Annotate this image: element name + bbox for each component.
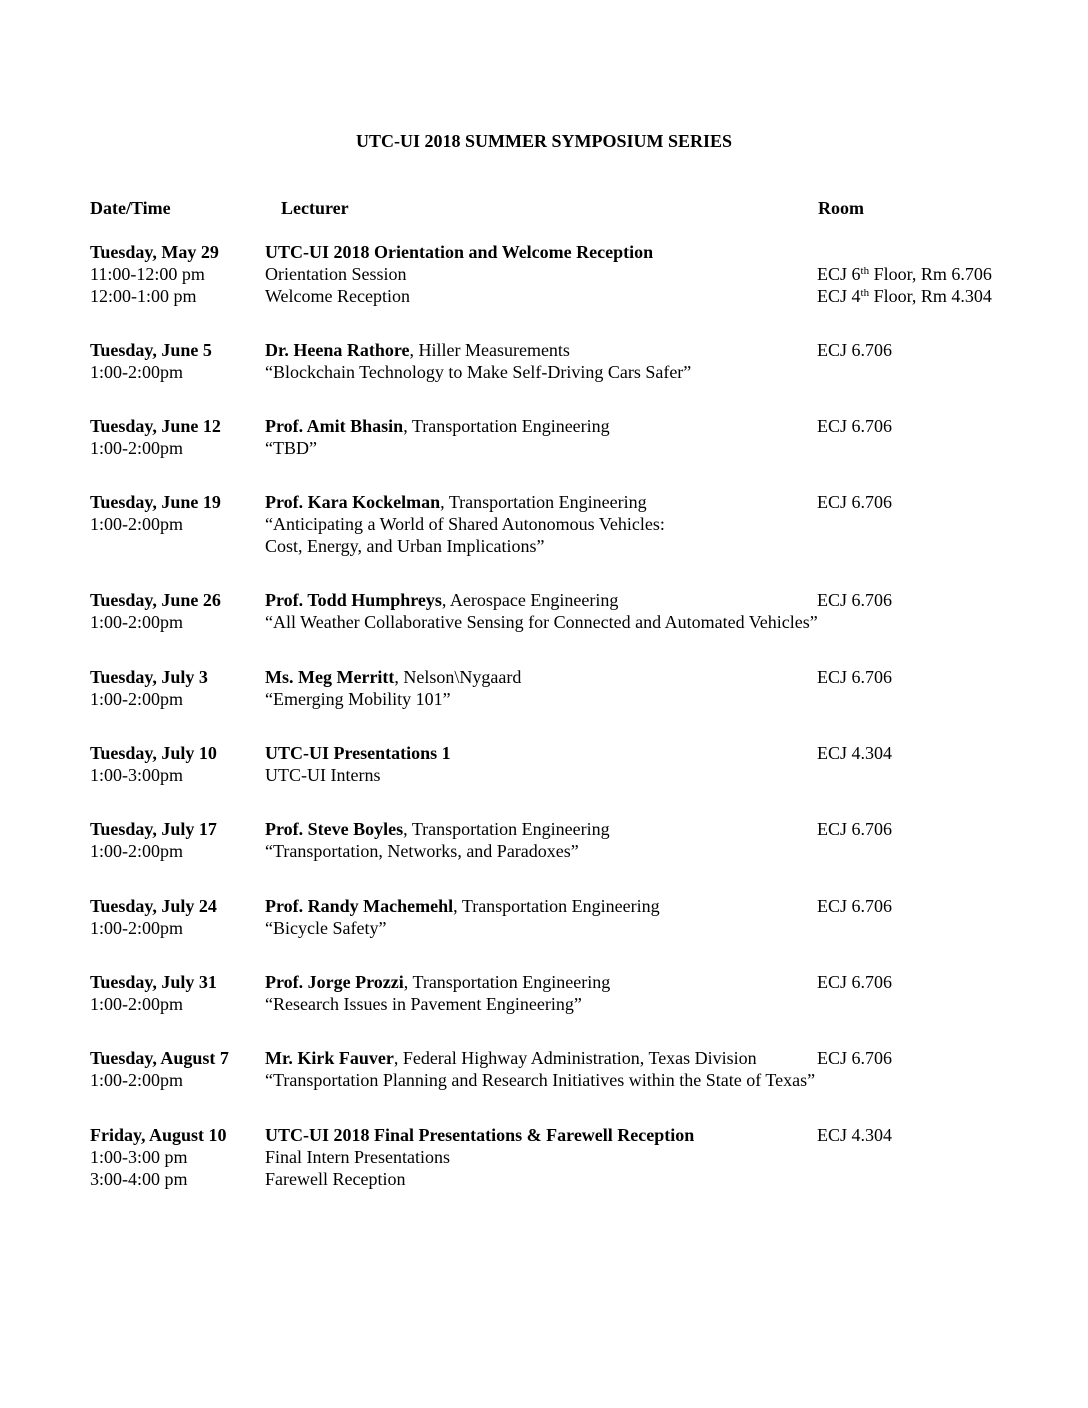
entry-time: 1:00-2:00pm xyxy=(90,514,183,534)
entry-date-time xyxy=(90,491,221,535)
room-text: ECJ 6.706 xyxy=(817,492,893,512)
header-lecturer: Lecturer xyxy=(281,198,349,218)
entry-lecturer-name xyxy=(265,818,610,840)
room-line xyxy=(817,742,892,764)
entry-date-time xyxy=(90,742,217,786)
entry-date-time xyxy=(90,666,208,710)
entry-date-time xyxy=(90,1124,227,1190)
entry-lecturer-text: “Research Issues in Pavement Engineering” xyxy=(265,994,582,1014)
entry-date-time xyxy=(90,339,212,383)
entry-room xyxy=(817,971,892,993)
entry-time: 1:00-2:00pm xyxy=(90,1070,183,1090)
entry-lecturer-bold: UTC-UI 2018 Orientation and Welcome Reception xyxy=(265,242,654,262)
entry-talk-line xyxy=(265,993,610,1015)
entry-lecturer xyxy=(265,1047,815,1091)
room-ordinal: th xyxy=(860,265,870,277)
entry-room xyxy=(817,742,892,764)
entry-room xyxy=(817,589,892,611)
room-text: ECJ 6 xyxy=(817,264,861,284)
entry-lecturer xyxy=(265,971,610,1015)
entry-talk-line xyxy=(265,917,660,939)
entry-room xyxy=(817,818,892,840)
entry-room xyxy=(817,1124,892,1146)
entry-lecturer-text: , Transportation Engineering xyxy=(403,972,611,992)
entry-lecturer-text: “Bicycle Safety” xyxy=(265,918,387,938)
entry-lecturer-text: , Transportation Engineering xyxy=(440,492,647,512)
room-line xyxy=(817,339,892,361)
room-line xyxy=(817,491,892,513)
entry-date-time xyxy=(90,241,219,307)
entry-date: Friday, August 10 xyxy=(90,1125,227,1145)
room-text: ECJ 6.706 xyxy=(817,972,893,992)
entry-talk-line xyxy=(265,840,610,862)
entry-time: 1:00-2:00pm xyxy=(90,994,183,1014)
entry-lecturer-text: “Blockchain Technology to Make Self-Driving Cars Safer” xyxy=(265,362,692,382)
entry-lecturer-bold: Dr. Heena Rathore xyxy=(265,340,410,360)
entry-date-time xyxy=(90,415,221,459)
entry-talk-line xyxy=(265,437,610,459)
entry-talk-line xyxy=(265,1069,815,1091)
entry-lecturer xyxy=(265,415,610,459)
entry-time: 1:00-2:00pm xyxy=(90,841,183,861)
room-text-rest: Floor, Rm 6.706 xyxy=(869,264,992,284)
entry-lecturer-name xyxy=(265,241,653,263)
entry-date-time xyxy=(90,589,221,633)
entry-talk-line xyxy=(265,285,653,307)
entry-lecturer-name xyxy=(265,895,660,917)
entry-date-time xyxy=(90,818,217,862)
entry-date-time xyxy=(90,971,217,1015)
entry-lecturer xyxy=(265,895,660,939)
room-text: ECJ 6.706 xyxy=(817,590,893,610)
entry-talk-line xyxy=(265,611,818,633)
entry-date: Tuesday, June 5 xyxy=(90,340,212,360)
entry-lecturer-text: Final Intern Presentations xyxy=(265,1147,450,1167)
entry-lecturer-bold: Ms. Meg Merritt xyxy=(265,667,395,687)
entry-date-time xyxy=(90,1047,229,1091)
room-text: ECJ 6.706 xyxy=(817,819,893,839)
entry-room xyxy=(817,491,892,513)
entry-lecturer-text: “Transportation, Networks, and Paradoxes” xyxy=(265,841,579,861)
entry-talk-line xyxy=(265,263,653,285)
entry-lecturer-bold: UTC-UI 2018 Final Presentations & Farewell Reception xyxy=(265,1125,695,1145)
entry-lecturer-name xyxy=(265,1047,815,1069)
entry-lecturer-bold: UTC-UI Presentations 1 xyxy=(265,743,451,763)
entry-lecturer-name xyxy=(265,971,610,993)
entry-lecturer-text: Cost, Energy, and Urban Implications” xyxy=(265,536,545,556)
entry-date: Tuesday, July 10 xyxy=(90,743,217,763)
entry-lecturer xyxy=(265,339,691,383)
room-text: ECJ 4.304 xyxy=(817,743,893,763)
room-line xyxy=(817,1124,892,1146)
entry-lecturer-text: UTC-UI Interns xyxy=(265,765,381,785)
entry-talk-line xyxy=(265,535,665,557)
room-text: ECJ 4 xyxy=(817,286,861,306)
entry-lecturer-text: “Transportation Planning and Research Initiatives within the State of Texas” xyxy=(265,1070,816,1090)
entry-lecturer xyxy=(265,1124,694,1190)
entry-lecturer-text: , Transportation Engineering xyxy=(453,896,660,916)
entry-date: Tuesday, August 7 xyxy=(90,1048,229,1068)
entry-talk-line xyxy=(265,361,691,383)
entry-room xyxy=(817,895,892,917)
header-date-time: Date/Time xyxy=(90,198,171,218)
room-line xyxy=(817,666,892,688)
entry-date: Tuesday, May 29 xyxy=(90,242,219,262)
entry-lecturer-name xyxy=(265,415,610,437)
entry-lecturer-text: “All Weather Collaborative Sensing for Connected and Automated Vehicles” xyxy=(265,612,818,632)
entry-lecturer-name xyxy=(265,742,451,764)
header-room: Room xyxy=(818,198,864,218)
entry-lecturer-text: Farewell Reception xyxy=(265,1169,406,1189)
room-text: ECJ 4.304 xyxy=(817,1125,893,1145)
entry-time: 1:00-3:00 pm xyxy=(90,1147,188,1167)
entry-lecturer-name xyxy=(265,589,818,611)
entry-lecturer-bold: Prof. Randy Machemehl xyxy=(265,896,454,916)
entry-room xyxy=(817,415,892,437)
room-text: ECJ 6.706 xyxy=(817,667,893,687)
entry-lecturer-text: “Emerging Mobility 101” xyxy=(265,689,451,709)
entry-talk-line xyxy=(265,688,521,710)
entry-date: Tuesday, July 31 xyxy=(90,972,217,992)
entry-talk-line xyxy=(265,1146,694,1168)
entry-lecturer-text: Welcome Reception xyxy=(265,286,410,306)
entry-lecturer-bold: Prof. Amit Bhasin xyxy=(265,416,404,436)
entry-lecturer-text: “TBD” xyxy=(265,438,317,458)
entry-date: Tuesday, June 12 xyxy=(90,416,221,436)
entry-lecturer-bold: Prof. Todd Humphreys xyxy=(265,590,442,610)
entry-date: Tuesday, July 24 xyxy=(90,896,217,916)
entry-lecturer xyxy=(265,742,451,786)
entry-lecturer xyxy=(265,491,665,557)
room-line xyxy=(817,589,892,611)
entry-time: 1:00-2:00pm xyxy=(90,438,183,458)
entry-lecturer-text: , Hiller Measurements xyxy=(409,340,570,360)
entry-lecturer-name xyxy=(265,491,665,513)
entry-lecturer xyxy=(265,818,610,862)
entry-lecturer-name xyxy=(265,666,521,688)
room-line xyxy=(817,415,892,437)
entry-room xyxy=(817,339,892,361)
room-text: ECJ 6.706 xyxy=(817,896,893,916)
entry-time: 1:00-3:00pm xyxy=(90,765,183,785)
entry-date: Tuesday, July 17 xyxy=(90,819,217,839)
entry-lecturer-name xyxy=(265,1124,694,1146)
entry-time: 1:00-2:00pm xyxy=(90,689,183,709)
entry-room xyxy=(817,1047,892,1069)
entry-lecturer-text: , Nelson\Nygaard xyxy=(394,667,522,687)
entry-date: Tuesday, June 26 xyxy=(90,590,221,610)
entry-talk-line xyxy=(265,764,451,786)
entry-lecturer xyxy=(265,241,653,307)
document-title: UTC-UI 2018 SUMMER SYMPOSIUM SERIES xyxy=(355,131,733,151)
room-line xyxy=(817,1047,892,1069)
entry-time: 12:00-1:00 pm xyxy=(90,286,197,306)
entry-lecturer-text: , Transportation Engineering xyxy=(403,416,610,436)
entry-lecturer-text: , Federal Highway Administration, Texas Division xyxy=(393,1048,757,1068)
entry-lecturer-text: Orientation Session xyxy=(265,264,407,284)
entry-talk-line xyxy=(265,1168,694,1190)
entry-date: Tuesday, June 19 xyxy=(90,492,221,512)
entry-lecturer-text: “Anticipating a World of Shared Autonomous Vehicles: xyxy=(265,514,665,534)
room-line xyxy=(817,285,992,307)
entry-time: 11:00-12:00 pm xyxy=(90,264,205,284)
entry-lecturer-bold: Mr. Kirk Fauver xyxy=(265,1048,394,1068)
entry-time: 1:00-2:00pm xyxy=(90,612,183,632)
room-ordinal: th xyxy=(860,287,870,299)
entry-room xyxy=(817,666,892,688)
entry-date: Tuesday, July 3 xyxy=(90,667,208,687)
room-text: ECJ 6.706 xyxy=(817,416,893,436)
entry-lecturer-bold: Prof. Steve Boyles xyxy=(265,819,404,839)
room-line xyxy=(817,971,892,993)
entry-lecturer-name xyxy=(265,339,691,361)
room-text: ECJ 6.706 xyxy=(817,340,893,360)
room-line xyxy=(817,895,892,917)
entry-time: 3:00-4:00 pm xyxy=(90,1169,188,1189)
entry-time: 1:00-2:00pm xyxy=(90,918,183,938)
entry-lecturer-bold: Prof. Kara Kockelman xyxy=(265,492,441,512)
room-line xyxy=(817,263,992,285)
room-text-rest: Floor, Rm 4.304 xyxy=(869,286,992,306)
entry-lecturer xyxy=(265,589,818,633)
entry-lecturer-text: , Transportation Engineering xyxy=(403,819,610,839)
entry-date-time xyxy=(90,895,217,939)
entry-time: 1:00-2:00pm xyxy=(90,362,183,382)
entry-lecturer xyxy=(265,666,521,710)
room-text: ECJ 6.706 xyxy=(817,1048,893,1068)
entry-lecturer-text: , Aerospace Engineering xyxy=(441,590,619,610)
room-line xyxy=(817,818,892,840)
entry-room xyxy=(817,241,992,307)
entry-lecturer-bold: Prof. Jorge Prozzi xyxy=(265,972,404,992)
entry-talk-line xyxy=(265,513,665,535)
